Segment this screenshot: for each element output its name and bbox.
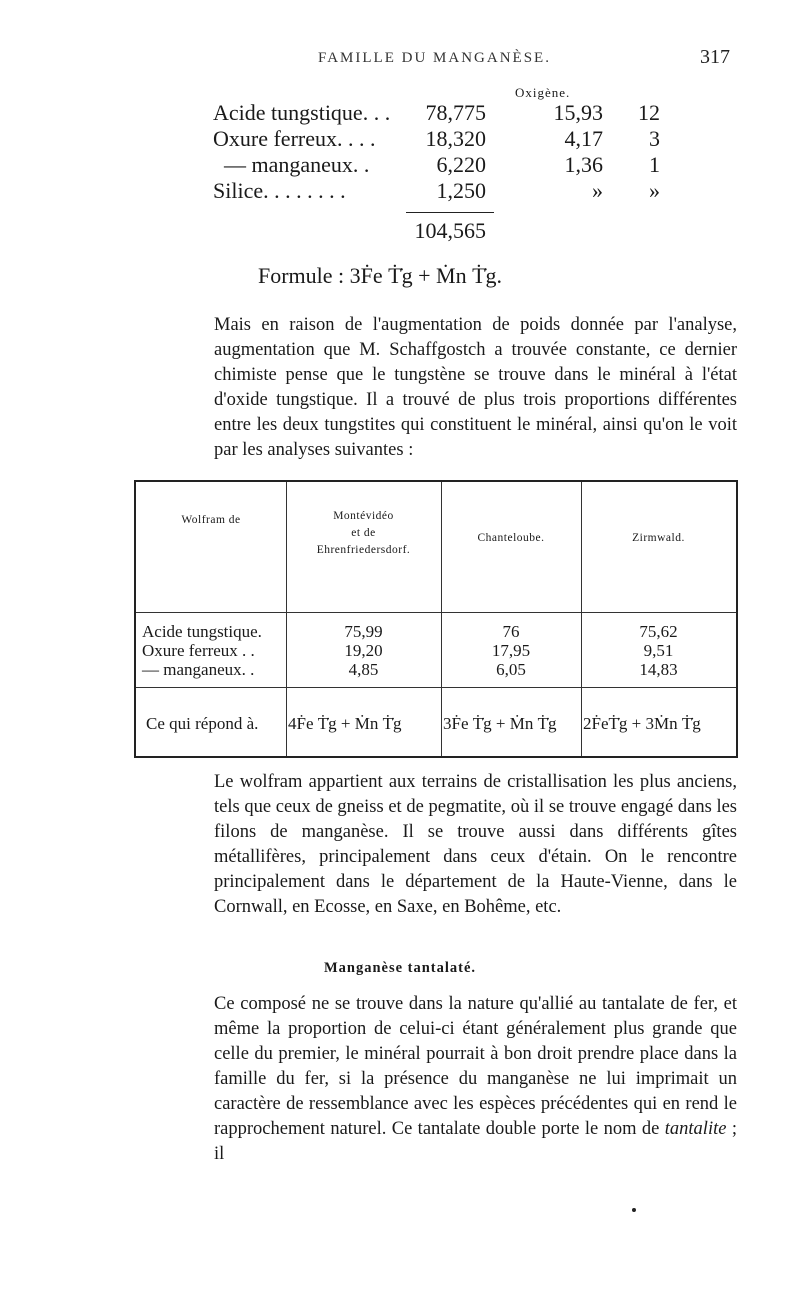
table-row-label: Acide tungstique. [142,622,262,641]
component-mass: 78,775 [425,100,486,125]
table-cell: 75,62 [639,622,678,641]
mineral-name-italic: tantalite [664,1119,727,1139]
component-mass: 1,250 [436,178,486,203]
paragraph-tail: ; il [214,1119,737,1164]
column-header-wolfram: Wolfram de [181,514,241,526]
column-header-line: et de [351,527,376,539]
analysis-total: 104,565 [414,218,486,243]
analysis-row [0,152,800,180]
column-header-line: Ehrenfriedersdorf. [316,544,411,556]
page-number: 317 [700,46,730,68]
analysis-row [0,178,800,206]
table-cell: 76 [502,622,520,641]
component-oxygen: 15,93 [553,100,603,125]
oxygen-column-header: Oxigène. [515,85,571,100]
table-cell: 6,05 [496,660,526,679]
paragraph: Mais en raison de l'augmentation de poids donnée par l'analyse, augmentation que M. Schaffgostch a trouvée constante, ce dernier chimiste pense que le tungstène se trouve dans le minéral à l'état d'oxide tungstique. Il a trouvé de plus trois proportions différentes entre les deux tungstites qui constituent le minéral, ainsi qu'on le voit par les analyses suivantes : [214,315,737,460]
component-mass: 18,320 [425,126,486,151]
row-rule [136,612,736,613]
component-name: — manganeux. . [213,152,370,177]
formula: Formule : 3Ḟe Ṫ̇g + Ṁn Ṫ̇g. [258,263,503,288]
component-ratio: 3 [649,126,660,151]
column-rule [581,482,582,756]
table-cell: 4,85 [348,660,379,679]
column-header-montevideo [286,508,441,559]
component-name: Acide tungstique. . . [213,100,391,125]
paragraph [214,992,737,1167]
table-cell: 19,20 [344,641,383,660]
answer-formula: 3Ḟe Ṫ̇g + Ṁn Ṫ̇g [443,714,557,733]
table-row-label: — manganeux. . [142,660,255,679]
component-ratio: » [649,178,660,203]
analysis-row [0,126,800,154]
paragraph-text: Ce composé ne se trouve dans la nature qu'allié au tantalate de fer, et même la proportion de celui-ci étant généralement plus grande que celle du premier, le minéral pourrait à bon droit prendre place dans la famille du fer, si la présence du manganèse ne lui imprimait un caractère de ressemblance avec les espèces précédentes qui en rend le rapprochement naturel. Ce tantalate double porte le nom de [214,994,737,1139]
table-cell: 9,51 [643,641,674,660]
table-row-label: Oxure ferreux . . [142,641,255,660]
column-header-line: Montévidéo [333,510,394,522]
component-oxygen: » [592,178,603,203]
component-oxygen: 1,36 [564,152,603,177]
answer-formula: 2ḞeṪ̇g + 3Ṁn Ṫ̇g [583,714,701,733]
analysis-row [0,100,800,128]
column-header-chanteloube: Chanteloube. [477,532,545,544]
section-title: Manganèse tantalaté. [323,960,477,976]
table-cell: 17,95 [491,641,531,660]
table-cell: 14,83 [639,660,678,679]
component-mass: 6,220 [436,152,486,177]
answer-label: Ce qui répond à. [146,714,259,733]
component-ratio: 1 [649,152,660,177]
component-oxygen: 4,17 [564,126,603,151]
column-rule [441,482,442,756]
row-rule [136,687,736,688]
component-name: Oxure ferreux. . . . [213,126,376,151]
paragraph: Le wolfram appartient aux terrains de cristallisation les plus anciens, tels que ceux de gneiss et de pegmatite, où il se trouve engagé dans les filons de manganèse. Il se trouve aussi dans différents gîtes métallifères, principalement dans ceux d'étain. On le rencontre principalement dans le département de la Haute-Vienne, dans le Cornwall, en Ecosse, en Saxe, en Bohême, etc. [214,772,737,917]
answer-formula: 4Ḟe Ṫ̇g + Ṁn Ṫ̇g [288,714,402,733]
running-head: FAMILLE DU MANGANÈSE. [318,50,551,66]
sum-rule [406,212,494,213]
printer-mark [632,1208,636,1212]
analyses-table [134,480,738,758]
component-ratio: 12 [638,100,660,125]
column-header-zirmwald: Zirmwald. [632,532,685,544]
table-cell: 75,99 [344,622,383,641]
component-name: Silice. . . . . . . . [213,178,346,203]
